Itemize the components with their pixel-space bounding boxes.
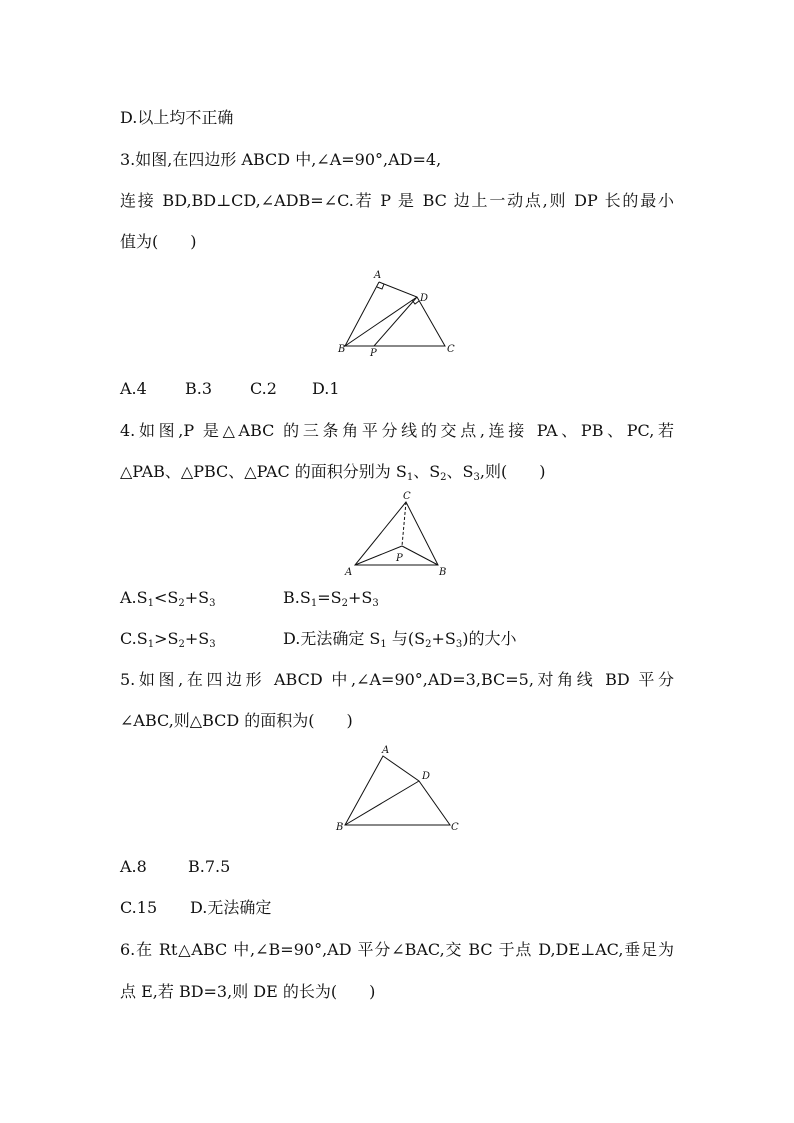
q5-option-c: C.15 [120, 898, 158, 917]
q3-label-p: P [370, 348, 377, 358]
q3-option-d: D.1 [312, 379, 340, 398]
q3-option-a: A.4 [120, 379, 147, 398]
q5-figure [330, 743, 465, 835]
q4-text-line1: 4.如图,P 是△ABC 的三条角平分线的交点,连接 PA、PB、PC,若 [120, 421, 674, 440]
q4-text-line2: △PAB、△PBC、△PAC 的面积分别为 $S_1$、$S_2$、$S_3$,则( ) [120, 462, 546, 483]
q5-label-b: B [336, 822, 344, 833]
q4-label-c: C [403, 491, 411, 502]
q4-option-d: D.无法确定 $S_1$ 与$(S_2+S_3)$的大小 [283, 629, 517, 650]
q5-options-row2 [120, 898, 420, 918]
q5-text-line2: ∠ABC,则△BCD 的面积为( ) [120, 711, 353, 730]
q3-figure [330, 266, 460, 358]
q6-text-line2: 点 E,若 BD=3,则 DE 的长为( ) [120, 982, 376, 1001]
q5-quadrilateral [345, 756, 450, 825]
q4-options-row2 [120, 629, 620, 649]
q5-label-d: D [422, 771, 431, 782]
q5-label-c: C [451, 822, 459, 833]
q4-figure [340, 488, 455, 580]
q5-option-b: B.7.5 [188, 857, 231, 876]
q3-text-line1: 3.如图,在四边形 ABCD 中,∠A=90°,AD=4, [120, 150, 442, 169]
q4-label-p: P [396, 553, 403, 564]
q3-right-angle-d [412, 300, 419, 304]
q3-label-a: A [374, 270, 382, 281]
q3-text-line2: 连接 BD,BD⊥CD,∠ADB=∠C.若 P 是 BC 边上一动点,则 DP 长的最小 [120, 191, 674, 210]
q5-options-row1 [120, 857, 420, 877]
q3-options [120, 379, 420, 399]
q4-segment-pc [402, 502, 406, 546]
q6-text-line1: 6.在 Rt△ABC 中,∠B=90°,AD 平分∠BAC,交 BC 于点 D,DE⊥AC,垂足为 [120, 940, 674, 959]
q4-option-b: $B.S_1=S_2+S_3$ [283, 588, 379, 609]
q5-label-a: A [382, 745, 390, 756]
q5-option-a: A.8 [120, 857, 147, 876]
q4-segment-pb [402, 546, 438, 565]
q2-option-d: D.以上均不正确 [120, 108, 234, 127]
q5-option-d: D.无法确定 [190, 898, 272, 917]
q3-option-b: B.3 [185, 379, 213, 398]
q4-options-row1 [120, 588, 620, 608]
q3-text-line3: 值为( ) [120, 232, 197, 251]
q4-label-b: B [439, 567, 447, 578]
q3-quadrilateral [345, 282, 445, 346]
q4-label-a: A [345, 567, 353, 578]
q4-option-a: $A.S_1<S_2+S_3$ [120, 588, 216, 609]
q3-label-c: C [447, 344, 455, 355]
q5-diagonal-bd [345, 781, 419, 825]
q3-label-b: B [338, 344, 346, 355]
q4-option-c: $C.S_1>S_2+S_3$ [120, 629, 216, 650]
q3-label-d: D [420, 293, 429, 304]
q5-text-line1: 5.如图,在四边形 ABCD 中,∠A=90°,AD=3,BC=5,对角线 BD 平分 [120, 670, 674, 689]
q3-option-c: C.2 [250, 379, 277, 398]
